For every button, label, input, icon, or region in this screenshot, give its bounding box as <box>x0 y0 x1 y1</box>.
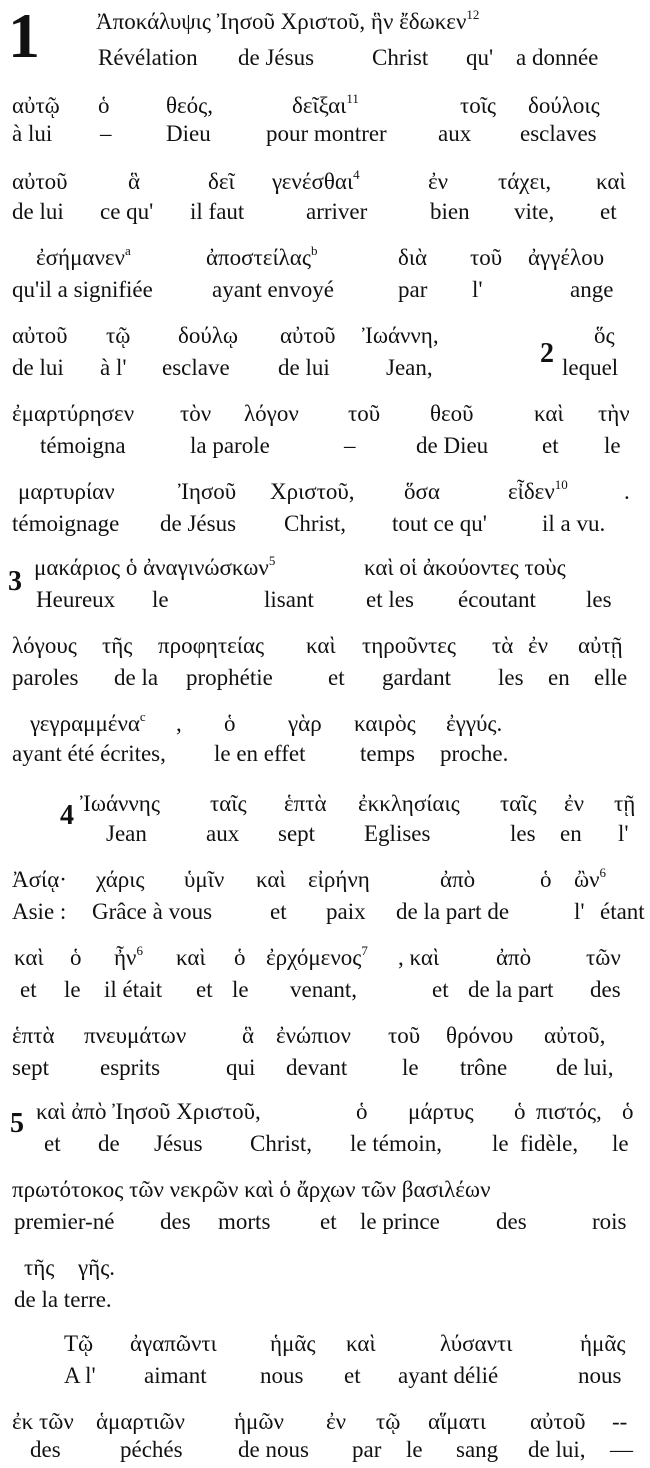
french-word: Eglises <box>364 821 431 846</box>
french-word: esprits <box>100 1055 161 1080</box>
verse-number: 3 <box>8 566 22 597</box>
french-word: paroles <box>12 665 79 690</box>
greek-word: ἀγαπῶντι <box>130 1331 217 1356</box>
french-word: Jésus <box>154 1131 203 1156</box>
greek-word: ὁ <box>514 1099 526 1124</box>
french-word: le prince <box>360 1209 440 1234</box>
french-word: et <box>432 977 449 1002</box>
french-word: témoignage <box>12 511 120 536</box>
greek-word: ἐκ τῶν <box>12 1409 74 1434</box>
greek-word: τὴν <box>598 401 630 426</box>
greek-word: τῶν <box>586 945 621 970</box>
french-word: aux <box>206 821 240 846</box>
greek-word: ἀπὸ <box>440 867 476 892</box>
french-line <box>0 1282 650 1318</box>
footnote-marker: a <box>124 243 131 258</box>
french-word: des <box>496 1209 527 1234</box>
french-word: aux <box>438 121 472 146</box>
french-word: la parole <box>190 433 270 458</box>
french-word: et <box>600 199 617 224</box>
french-line <box>0 506 650 542</box>
greek-word: προφητείας <box>158 633 265 658</box>
french-line <box>0 582 650 618</box>
french-word: paix <box>326 899 366 924</box>
french-word: qu' <box>466 45 494 70</box>
french-word: de nous <box>238 1437 309 1462</box>
french-word: devant <box>286 1055 348 1080</box>
french-word: de lui <box>12 199 64 224</box>
greek-word: λόγους <box>12 633 77 658</box>
greek-line <box>0 1094 650 1130</box>
greek-word: τηροῦντες <box>362 633 457 658</box>
french-word: ce qu' <box>100 199 154 224</box>
greek-word: αὐτῷ <box>12 93 60 118</box>
footnote-marker: 5 <box>268 553 276 568</box>
greek-word: ἐμαρτύρησεν <box>12 401 135 426</box>
french-line <box>0 1204 650 1240</box>
french-word: de la part de <box>396 899 510 924</box>
french-word: témoigna <box>40 433 126 458</box>
french-word: Heureux <box>36 587 116 612</box>
greek-word: εἶδεν$^{10}$ <box>508 477 568 504</box>
greek-line <box>0 396 650 432</box>
greek-word: Χριστοῦ, <box>270 479 355 504</box>
greek-word: τοῦ <box>470 245 503 270</box>
french-word: a donnée <box>516 45 599 70</box>
french-word: en <box>548 665 570 690</box>
french-word: des <box>160 1209 191 1234</box>
french-word: et les <box>366 587 414 612</box>
greek-word: , <box>176 711 182 736</box>
french-word: le <box>64 977 81 1002</box>
greek-word: δούλῳ <box>178 323 239 348</box>
greek-word: ὅσα <box>404 479 440 504</box>
greek-word: τῷ <box>106 323 131 348</box>
french-line <box>0 736 650 772</box>
greek-word: μακάριος ὁ ἀναγινώσκων$^5$ <box>34 553 276 580</box>
greek-word: καὶ <box>306 633 336 658</box>
french-word: le témoin, <box>350 1131 442 1156</box>
greek-word: γεγραμμένα$^c$ <box>30 709 146 736</box>
greek-word: τὰ <box>492 633 514 658</box>
french-word: le <box>604 433 621 458</box>
greek-word: ἐν <box>528 633 549 658</box>
french-word: prophétie <box>186 665 273 690</box>
french-line <box>0 272 650 308</box>
french-word: le <box>232 977 249 1002</box>
french-word: Grâce à vous <box>92 899 213 924</box>
chapter-number: 1 <box>8 0 40 71</box>
greek-word: μαρτυρίαν <box>18 479 115 504</box>
french-word: esclave <box>162 355 230 380</box>
french-word: rois <box>592 1209 627 1234</box>
greek-word: τοῦ <box>388 1023 421 1048</box>
greek-word: ἐν <box>428 169 449 194</box>
greek-word: πιστός, <box>536 1099 602 1124</box>
french-line <box>0 972 650 1008</box>
greek-word: τὸν <box>180 401 212 426</box>
french-word: aimant <box>144 1363 207 1388</box>
footnote-marker: 4 <box>353 167 360 182</box>
greek-word: δεῖ <box>208 169 235 194</box>
french-word: de la <box>114 665 159 690</box>
french-word: Révélation <box>98 45 198 70</box>
french-word: péchés <box>120 1437 183 1462</box>
greek-word: αὐτοῦ <box>12 169 68 194</box>
french-word: Dieu <box>166 121 211 146</box>
french-word: de lui, <box>528 1437 586 1462</box>
french-word: à l' <box>100 355 127 380</box>
greek-word: ἑπτὰ <box>12 1023 55 1048</box>
greek-word: ἁμαρτιῶν <box>96 1409 185 1434</box>
greek-word: ἦν$^6$ <box>114 943 143 970</box>
french-line <box>0 660 650 696</box>
greek-word: , καὶ <box>398 945 440 970</box>
greek-word: ἡμᾶς <box>270 1331 316 1356</box>
greek-word: ταῖς <box>500 791 537 816</box>
greek-line <box>0 240 650 276</box>
french-word: Christ, <box>284 511 346 536</box>
greek-word: ἐν <box>326 1409 347 1434</box>
french-line <box>0 894 650 930</box>
greek-word: γὰρ <box>288 711 322 736</box>
greek-word: τοῦ <box>348 401 381 426</box>
greek-word: ὁ <box>622 1099 634 1124</box>
footnote-marker: 10 <box>554 477 568 492</box>
french-word: premier-né <box>14 1209 115 1234</box>
greek-word: ἐσήμανεν$^a$ <box>36 243 131 270</box>
french-word: les <box>586 587 612 612</box>
french-word: ayant envoyé <box>212 277 334 302</box>
greek-word: ὁ <box>234 945 246 970</box>
french-word: en <box>560 821 582 846</box>
french-word: des <box>30 1437 61 1462</box>
greek-word: θεοῦ <box>430 401 474 426</box>
greek-word: ἀπὸ <box>496 945 532 970</box>
french-word: sept <box>12 1055 50 1080</box>
french-word: par <box>398 277 428 302</box>
french-word: et <box>542 433 559 458</box>
greek-word: ἐρχόμενος$^7$ <box>266 943 368 970</box>
greek-word: ὅς <box>594 323 615 348</box>
greek-word: γῆς. <box>78 1255 116 1280</box>
greek-word: . <box>624 479 630 504</box>
greek-word: ἡμῶν <box>234 1409 284 1434</box>
greek-word: καιρὸς <box>354 711 416 736</box>
greek-word: ὁ <box>224 711 236 736</box>
french-line <box>0 194 650 230</box>
french-word: des <box>590 977 621 1002</box>
greek-word: εἰρήνη <box>308 867 370 892</box>
verse-number: 5 <box>10 1108 24 1139</box>
greek-word: πρωτότοκος τῶν νεκρῶν καὶ ὁ ἄρχων τῶν βασιλέων <box>12 1177 491 1202</box>
french-word: il faut <box>190 199 245 224</box>
greek-word: ὢν$^6$ <box>574 865 607 892</box>
greek-word: ἐνώπιον <box>276 1023 351 1048</box>
verse-number: 4 <box>60 800 74 831</box>
greek-word: τῇ <box>614 791 636 816</box>
french-word: elle <box>594 665 628 690</box>
french-word: le en effet <box>214 741 306 766</box>
verse-number: 2 <box>540 338 554 369</box>
french-word: qui <box>226 1055 256 1080</box>
footnote-marker: 7 <box>361 943 368 958</box>
french-word: A l' <box>64 1363 96 1388</box>
french-line <box>0 428 650 464</box>
french-word: de la part <box>468 977 554 1002</box>
french-word: l' <box>574 899 585 924</box>
greek-word: Ἀποκάλυψις Ἰησοῦ Χριστοῦ, ἣν ἔδωκεν$^{12}$ <box>96 7 480 34</box>
greek-word: αὐτοῦ, <box>544 1023 606 1048</box>
greek-word: καὶ <box>534 401 564 426</box>
greek-word: τοῖς <box>460 93 497 118</box>
greek-line <box>0 940 650 976</box>
footnote-marker: 12 <box>466 7 480 22</box>
french-word: nous <box>260 1363 304 1388</box>
greek-line <box>0 1172 650 1208</box>
footnote-marker: b <box>310 243 318 258</box>
french-word: il a vu. <box>542 511 606 536</box>
greek-word: δεῖξαι$^{11}$ <box>292 91 359 118</box>
french-word: qu'il a signifiée <box>12 277 153 302</box>
french-word: les <box>510 821 536 846</box>
french-word: de Jésus <box>160 511 237 536</box>
french-word: de la terre. <box>14 1287 112 1312</box>
greek-word: τάχει, <box>498 169 552 194</box>
greek-word: ὑμῖν <box>184 867 225 892</box>
greek-word: αὐτοῦ <box>530 1409 586 1434</box>
french-word: Christ, <box>250 1131 312 1156</box>
greek-word: ἃ <box>242 1023 255 1048</box>
greek-word: καὶ ἀπὸ Ἰησοῦ Χριστοῦ, <box>36 1099 261 1124</box>
greek-word: λύσαντι <box>440 1331 513 1356</box>
greek-word: τῆς <box>102 633 133 658</box>
french-word: ayant été écrites, <box>12 741 166 766</box>
french-word: vite, <box>514 199 555 224</box>
french-word: et <box>20 977 37 1002</box>
french-line <box>0 1126 650 1162</box>
french-word: morts <box>218 1209 271 1234</box>
footnote-marker: 6 <box>599 865 607 880</box>
french-line <box>0 1358 650 1394</box>
greek-word: θεός, <box>166 93 214 118</box>
french-word: Jean <box>106 821 147 846</box>
greek-word: λόγον <box>244 401 299 426</box>
greek-word: δούλοις <box>528 93 600 118</box>
french-word: le <box>492 1131 509 1156</box>
greek-word: τῆς <box>24 1255 55 1280</box>
greek-word: αἵματι <box>428 1409 487 1434</box>
french-word: arriver <box>306 199 368 224</box>
greek-word: καὶ <box>14 945 44 970</box>
french-word: le <box>612 1131 629 1156</box>
greek-word: διὰ <box>398 245 428 270</box>
french-word: ange <box>570 277 614 302</box>
greek-word: καὶ οἱ ἀκούοντες τοὺς <box>364 555 566 580</box>
greek-word: Ἰωάννη, <box>362 323 439 348</box>
greek-word: Τῷ <box>64 1331 94 1356</box>
french-word: tout ce qu' <box>392 511 487 536</box>
french-word: Asie : <box>12 899 67 924</box>
french-word: étant <box>600 899 645 924</box>
greek-word: ταῖς <box>210 791 247 816</box>
footnote-marker: 6 <box>136 943 143 958</box>
greek-word: ἀγγέλου <box>528 245 605 270</box>
french-word: lisant <box>264 587 314 612</box>
french-word: de Jésus <box>238 45 315 70</box>
french-word: de Dieu <box>416 433 489 458</box>
french-word: de <box>98 1131 120 1156</box>
french-word: et <box>196 977 213 1002</box>
french-line <box>0 40 650 76</box>
greek-word: ἃ <box>128 169 141 194</box>
french-word: écoutant <box>458 587 536 612</box>
french-word: venant, <box>290 977 358 1002</box>
greek-word: ἐκκλησίαις <box>358 791 460 816</box>
french-word: – <box>100 121 112 146</box>
french-line <box>0 816 650 852</box>
french-word: et <box>320 1209 337 1234</box>
greek-word: Ἰωάννης <box>80 791 160 816</box>
greek-line <box>0 1326 650 1362</box>
greek-line <box>0 628 650 664</box>
french-word: à lui <box>12 121 53 146</box>
greek-word: ἡμᾶς <box>580 1331 626 1356</box>
french-word: nous <box>578 1363 622 1388</box>
greek-word: μάρτυς <box>408 1099 474 1124</box>
french-word: et <box>270 899 287 924</box>
french-word: sang <box>456 1437 499 1462</box>
french-word: sept <box>278 821 316 846</box>
greek-word: αὐτῇ <box>578 633 623 658</box>
greek-word: γενέσθαι$^4$ <box>272 167 360 194</box>
greek-word: ἀποστείλας$^b$ <box>206 243 318 270</box>
french-word: gardant <box>382 665 451 690</box>
greek-word: ἐγγύς. <box>446 711 503 736</box>
greek-word: ἐν <box>564 791 585 816</box>
french-word: de lui <box>12 355 64 380</box>
french-word: le <box>152 587 169 612</box>
greek-word: καὶ <box>346 1331 376 1356</box>
greek-word: ὁ <box>98 93 110 118</box>
french-word: proche. <box>440 741 509 766</box>
french-word: pour montrer <box>266 121 387 146</box>
french-word: Jean, <box>386 355 433 380</box>
greek-word: αὐτοῦ <box>280 323 336 348</box>
greek-word: αὐτοῦ <box>12 323 68 348</box>
french-line <box>0 116 650 152</box>
footnote-marker: 11 <box>346 91 359 106</box>
french-word: l' <box>472 277 483 302</box>
french-word: et <box>44 1131 61 1156</box>
french-word: et <box>344 1363 361 1388</box>
greek-word: καὶ <box>256 867 286 892</box>
french-word: il était <box>104 977 163 1002</box>
french-word: les <box>498 665 524 690</box>
footnote-marker: c <box>139 709 146 724</box>
greek-word: ὁ <box>356 1099 368 1124</box>
greek-word: θρόνου <box>446 1023 514 1048</box>
french-word: de lui, <box>556 1055 614 1080</box>
french-word: esclaves <box>520 121 597 146</box>
french-word: de lui <box>278 355 330 380</box>
french-word: l' <box>618 821 629 846</box>
greek-line <box>0 1018 650 1054</box>
greek-line <box>0 474 650 510</box>
french-word: – <box>344 433 356 458</box>
french-word: bien <box>430 199 470 224</box>
french-word: trône <box>460 1055 508 1080</box>
greek-word: ἑπτὰ <box>284 791 327 816</box>
greek-word: ὁ <box>70 945 82 970</box>
french-word: temps <box>360 741 415 766</box>
french-line <box>0 1050 650 1086</box>
greek-word: χάρις <box>96 867 145 892</box>
french-word: le <box>406 1437 423 1462</box>
greek-word: καὶ <box>176 945 206 970</box>
french-word: fidèle, <box>520 1131 579 1156</box>
french-word: le <box>402 1055 419 1080</box>
french-word: et <box>328 665 345 690</box>
french-word: par <box>352 1437 382 1462</box>
greek-line <box>0 862 650 898</box>
french-line <box>0 1432 650 1468</box>
greek-word: τῷ <box>376 1409 401 1434</box>
greek-word: -- <box>612 1409 628 1434</box>
greek-word: καὶ <box>596 169 626 194</box>
greek-line <box>0 4 650 40</box>
greek-word: ὁ <box>540 867 552 892</box>
greek-line <box>0 550 650 586</box>
french-word: lequel <box>562 355 619 380</box>
greek-word: Ἀσίᾳ· <box>12 867 67 892</box>
greek-word: πνευμάτων <box>84 1023 187 1048</box>
greek-line <box>0 1250 650 1286</box>
greek-word: Ἰησοῦ <box>178 479 237 504</box>
french-word: Christ <box>372 45 429 70</box>
french-word: ayant délié <box>398 1363 499 1388</box>
french-word: — <box>610 1437 633 1462</box>
